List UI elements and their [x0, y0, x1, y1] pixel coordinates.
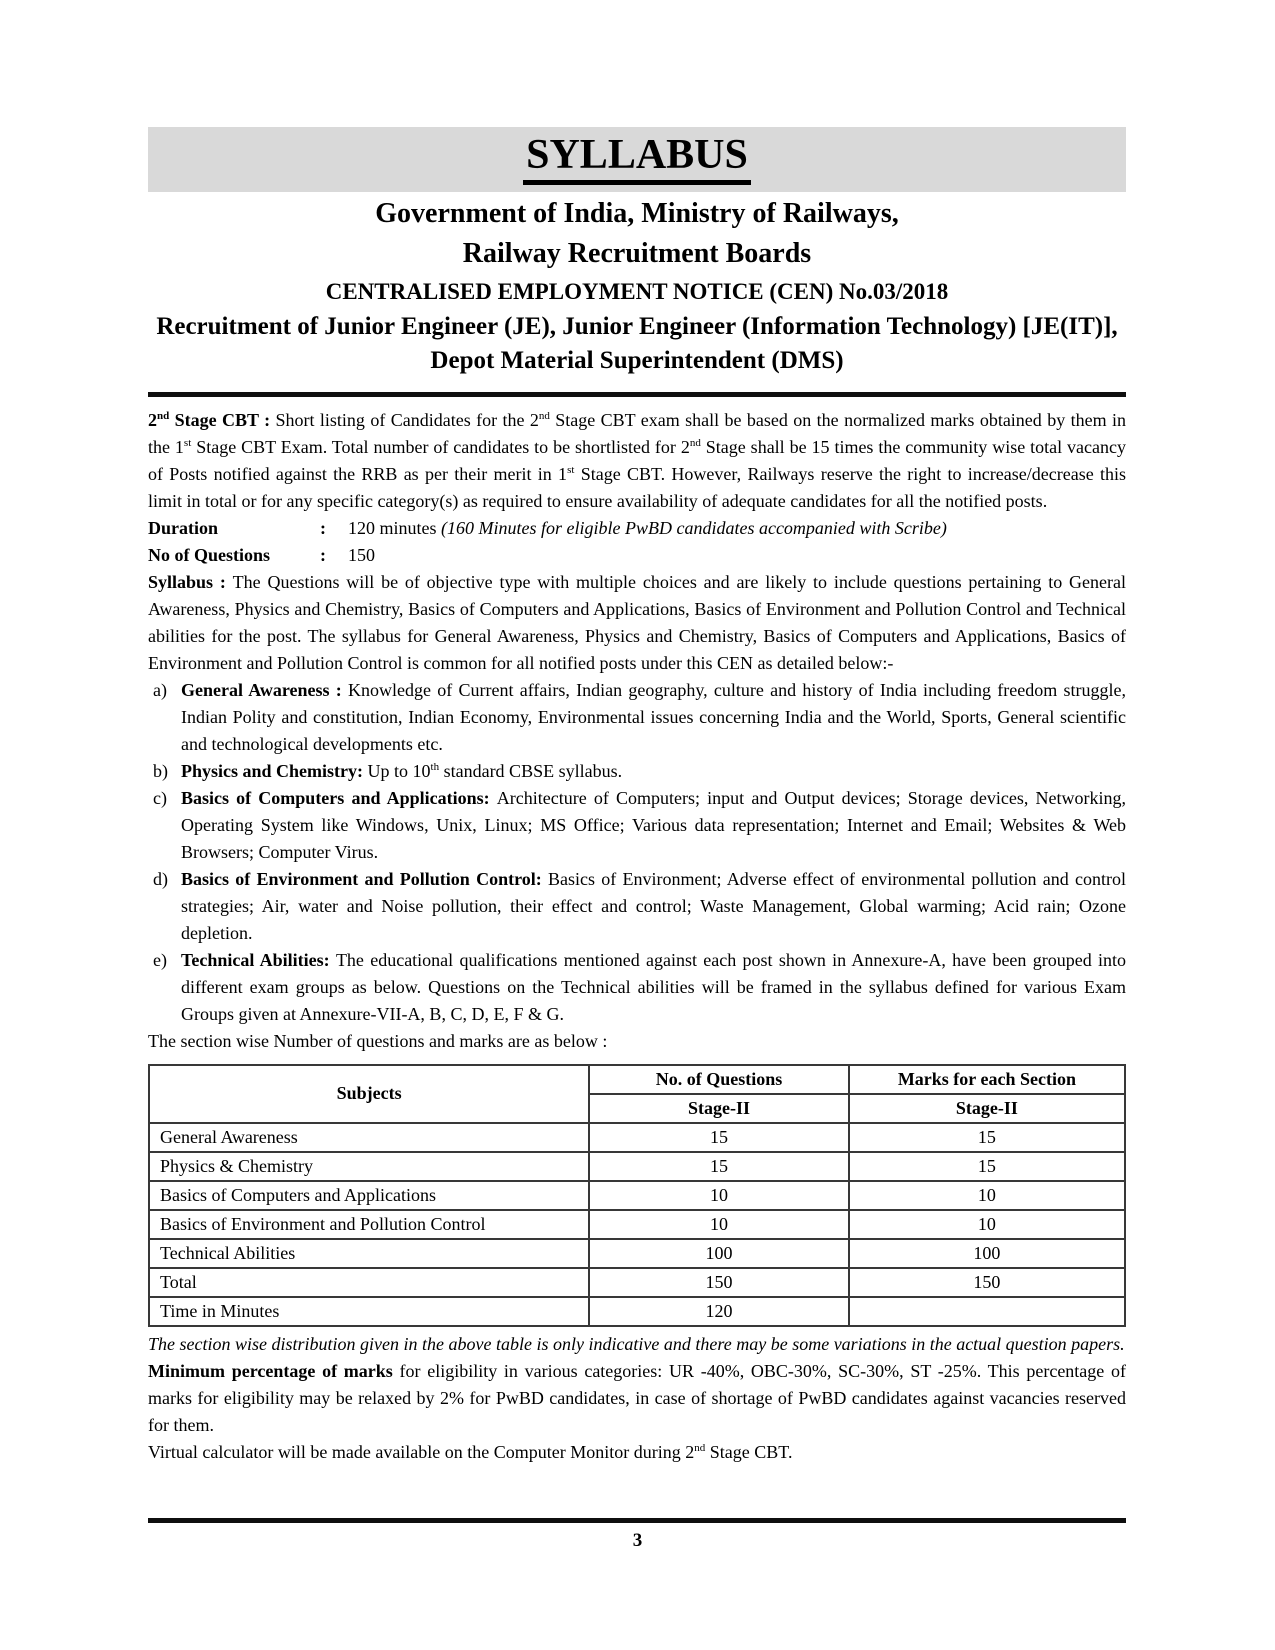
header-line-rrb: Railway Recruitment Boards: [462, 238, 812, 269]
duration-value: 120 minutes (160 Minutes for eligible PwBD candidates accompanied with Scribe): [348, 517, 947, 538]
questions-row: [148, 542, 1126, 569]
document-body: [148, 407, 1126, 1466]
subject-cell: Total: [149, 1268, 589, 1297]
col-header-subjects: Subjects: [149, 1065, 589, 1123]
header-line-govt: Government of India, Ministry of Railways,: [375, 198, 899, 229]
document-header: [148, 127, 1126, 397]
list-item-text: Technical Abilities: The educational qualifications mentioned against each post shown in Annexure-A, have been grouped into different exam groups as below. Questions on the Technical abilities will be framed in the syllabus defined for various Exam Groups given at Annexure-VII-A, B, C, D, E, F & G.: [181, 949, 1126, 1024]
duration-row: [148, 515, 1126, 542]
marks-cell: 10: [849, 1210, 1125, 1239]
questions-cell: 15: [589, 1123, 849, 1152]
marks-cell: 150: [849, 1268, 1125, 1297]
list-item-general-awareness: [148, 677, 1126, 758]
calculator-paragraph: Virtual calculator will be made available on the Computer Monitor during 2nd Stage CBT.: [148, 1441, 793, 1462]
marks-table-head: [149, 1065, 1125, 1123]
duration-colon: :: [320, 517, 326, 538]
list-marker: b): [153, 760, 168, 781]
subject-cell: Time in Minutes: [149, 1297, 589, 1326]
table-row: [149, 1268, 1125, 1297]
list-item-physics-chemistry: [148, 758, 1126, 785]
table-header-row: [149, 1065, 1125, 1094]
table-row: [149, 1152, 1125, 1181]
questions-label: No of Questions: [148, 544, 271, 565]
table-row: [149, 1210, 1125, 1239]
syllabus-topic-list: [148, 677, 1126, 1028]
subject-cell: Basics of Environment and Pollution Control: [149, 1210, 589, 1239]
syllabus-banner: [148, 127, 1126, 192]
list-item-technical: [148, 947, 1126, 1028]
questions-cell: 150: [589, 1268, 849, 1297]
subcol-header-stage2-marks: Stage-II: [849, 1094, 1125, 1123]
subcol-header-stage2-questions: Stage-II: [589, 1094, 849, 1123]
marks-table: [148, 1064, 1126, 1327]
questions-value: 150: [348, 544, 375, 565]
table-intro: The section wise Number of questions and marks are as below :: [148, 1030, 608, 1051]
table-note: The section wise distribution given in the above table is only indicative and there may be some variations in the actual question papers.: [148, 1333, 1125, 1354]
subject-cell: Basics of Computers and Applications: [149, 1181, 589, 1210]
duration-label: Duration: [148, 517, 219, 538]
questions-cell: 10: [589, 1210, 849, 1239]
questions-cell: 15: [589, 1152, 849, 1181]
subject-cell: Technical Abilities: [149, 1239, 589, 1268]
table-row: [149, 1297, 1125, 1326]
list-item-environment: [148, 866, 1126, 947]
footer-rule: [148, 1518, 1126, 1523]
banner-title: SYLLABUS: [523, 134, 751, 185]
stage-cbt-paragraph: 2nd Stage CBT : Short listing of Candidates for the 2nd Stage CBT exam shall be based on the normalized marks obtained by them in the 1st Stage CBT Exam. Total number of candidates to be shortlisted for 2nd Stage shall be 15 times the community wise total vacancy of Posts notified against the RRB as per their merit in 1st Stage CBT. However, Railways reserve the right to increase/decrease this limit in total or for any specific category(s) as required to ensure availability of adequate candidates for all the notified posts.: [148, 409, 1126, 511]
list-marker: c): [153, 787, 167, 808]
header-rule: [148, 392, 1126, 397]
marks-table-body: [149, 1123, 1125, 1326]
list-marker: d): [153, 868, 168, 889]
marks-cell: [849, 1297, 1125, 1326]
questions-colon: :: [320, 544, 326, 565]
header-line-recruitment: Recruitment of Junior Engineer (JE), Junior Engineer (Information Technology) [JE(IT)],: [156, 313, 1118, 340]
col-header-questions: No. of Questions: [589, 1065, 849, 1094]
list-item-text: General Awareness : Knowledge of Current affairs, Indian geography, culture and history of India including freedom struggle, Indian Polity and constitution, Indian Economy, Environmental issues concerning India and the World, Sports, General scientific and technological developments etc.: [181, 679, 1126, 754]
list-item-text: Physics and Chemistry: Up to 10th standard CBSE syllabus.: [181, 760, 623, 781]
list-marker: e): [153, 949, 167, 970]
list-item-text: Basics of Environment and Pollution Control: Basics of Environment; Adverse effect of environmental pollution and control strategies; Air, water and Noise pollution, their effect and control; Waste Management, Global warming; Acid rain; Ozone depletion.: [181, 868, 1126, 943]
questions-cell: 10: [589, 1181, 849, 1210]
page-number: 3: [632, 1530, 643, 1551]
table-row: [149, 1239, 1125, 1268]
list-marker: a): [153, 679, 167, 700]
header-line-dms: Depot Material Superintendent (DMS): [430, 347, 844, 374]
table-row: [149, 1181, 1125, 1210]
questions-cell: 120: [589, 1297, 849, 1326]
marks-cell: 15: [849, 1123, 1125, 1152]
marks-cell: 15: [849, 1152, 1125, 1181]
col-header-marks: Marks for each Section: [849, 1065, 1125, 1094]
header-line-cen: CENTRALISED EMPLOYMENT NOTICE (CEN) No.03/2018: [325, 279, 949, 304]
subject-cell: General Awareness: [149, 1123, 589, 1152]
marks-cell: 100: [849, 1239, 1125, 1268]
syllabus-paragraph: Syllabus : The Questions will be of objective type with multiple choices and are likely to include questions pertaining to General Awareness, Physics and Chemistry, Basics of Computers and Applications, Basics of Environment and Pollution Control and Technical abilities for the post. The syllabus for General Awareness, Physics and Chemistry, Basics of Computers and Applications, Basics of Environment and Pollution Control is common for all notified posts under this CEN as detailed below:-: [148, 571, 1126, 673]
table-row: [149, 1123, 1125, 1152]
questions-cell: 100: [589, 1239, 849, 1268]
list-item-computers: [148, 785, 1126, 866]
min-marks-paragraph: Minimum percentage of marks for eligibility in various categories: UR -40%, OBC-30%, SC-30%, ST -25%. This percentage of marks for eligibility may be relaxed by 2% for PwBD candidates, in case of shortage of PwBD candidates against vacancies reserved for them.: [148, 1360, 1126, 1435]
subject-cell: Physics & Chemistry: [149, 1152, 589, 1181]
list-item-text: Basics of Computers and Applications: Architecture of Computers; input and Output devices; Storage devices, Networking, Operating System like Windows, Unix, Linux; MS Office; Various data representation; Internet and Email; Websites & Web Browsers; Computer Virus.: [181, 787, 1126, 862]
marks-cell: 10: [849, 1181, 1125, 1210]
